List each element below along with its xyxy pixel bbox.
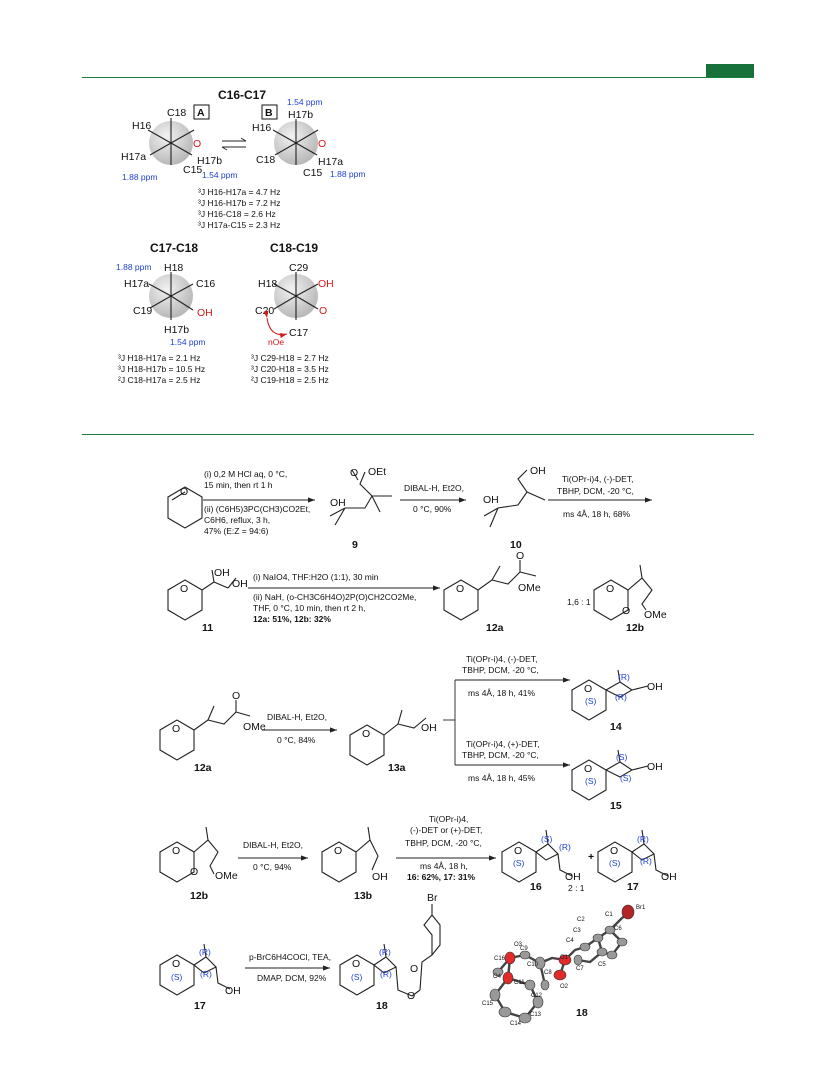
svg-text:(ii) (C6H5)3PC(CH3)CO2Et,: (ii) (C6H5)3PC(CH3)CO2Et, (204, 504, 311, 514)
label-18-xray: 18 (576, 1007, 588, 1019)
svg-text:O: O (350, 467, 359, 479)
svg-text:C11: C11 (514, 980, 525, 986)
label-14: 14 (610, 721, 622, 733)
svg-text:O: O (514, 845, 523, 857)
svg-text:OH: OH (232, 578, 248, 590)
bromine: Br (427, 892, 438, 904)
svg-text:O: O (172, 958, 181, 970)
svg-text:O: O (362, 728, 371, 740)
compound-17-r4 (160, 944, 241, 1012)
coupling: ³J H16-C18 = 2.6 Hz (198, 209, 276, 219)
cond-r1d (253, 572, 416, 624)
svg-text:(S): (S) (351, 972, 363, 982)
svg-text:(R): (R) (199, 947, 211, 957)
equilibrium-arrows (222, 138, 246, 150)
svg-text:C10: C10 (527, 962, 539, 968)
cond-r2-up (462, 654, 539, 698)
compound-13a (350, 710, 437, 774)
svg-text:(R): (R) (380, 969, 392, 979)
couplings-c16c17 (198, 187, 280, 230)
svg-text:O: O (584, 763, 593, 775)
newman-a-bl: H17a (121, 151, 147, 163)
ratio-16-17: 2 : 1 (568, 883, 585, 893)
label-17: 17 (627, 881, 639, 893)
svg-text:(R): (R) (200, 969, 212, 979)
svg-text:DIBAL-H, Et2O,: DIBAL-H, Et2O, (404, 483, 464, 493)
svg-text:(S): (S) (609, 858, 621, 868)
cond-r3a (243, 840, 303, 872)
svg-text:(S): (S) (620, 773, 632, 783)
svg-text:O: O (334, 845, 343, 857)
svg-text:C16: C16 (494, 956, 506, 962)
compound-18 (340, 892, 440, 1012)
svg-text:Ti(OPr-i)4,: Ti(OPr-i)4, (429, 814, 469, 824)
svg-text:(-)-DET or (+)-DET,: (-)-DET or (+)-DET, (410, 825, 483, 835)
c18c19-right: OH (318, 278, 334, 290)
svg-text:(S): (S) (585, 696, 597, 706)
coupling: ³J H16-H17a = 4.7 Hz (198, 187, 281, 197)
svg-text:(R): (R) (640, 856, 652, 866)
cond-r1c (557, 474, 634, 519)
label-12a: 12a (194, 762, 212, 774)
label-13a: 13a (388, 762, 406, 774)
c18c19-bottom: C17 (289, 327, 309, 339)
svg-text:O: O (232, 690, 241, 702)
xray-structure (482, 905, 646, 1027)
c18c19-top: C29 (289, 262, 309, 274)
compound-12a (160, 690, 266, 774)
svg-text:C1: C1 (605, 912, 613, 918)
svg-text:TBHP, DCM, -20 °C,: TBHP, DCM, -20 °C, (462, 750, 539, 760)
svg-text:OMe: OMe (243, 721, 266, 733)
svg-text:Ti(OPr-i)4, (-)-DET,: Ti(OPr-i)4, (-)-DET, (466, 654, 538, 664)
svg-text:O: O (407, 990, 416, 1002)
svg-text:O: O (606, 583, 615, 595)
svg-text:(R): (R) (379, 947, 391, 957)
svg-text:0 °C, 94%: 0 °C, 94% (253, 862, 292, 872)
svg-text:16: 62%, 17: 31%: 16: 62%, 17: 31% (407, 872, 476, 882)
svg-text:O: O (352, 958, 361, 970)
compound-12b (160, 827, 238, 902)
label-11: 11 (202, 622, 214, 634)
svg-text:OMe: OMe (518, 582, 541, 594)
svg-text:O1: O1 (560, 955, 569, 961)
svg-text:(S): (S) (513, 858, 525, 868)
svg-text:(R): (R) (618, 672, 630, 682)
svg-text:ms 4Å, 18 h, 68%: ms 4Å, 18 h, 68% (563, 509, 631, 519)
svg-text:(S): (S) (585, 776, 597, 786)
newman-b-left: H16 (252, 122, 272, 134)
svg-text:OH: OH (565, 871, 581, 883)
newman-a-ppm-bl: 1.88 ppm (122, 172, 158, 182)
svg-text:TBHP, DCM, -20 °C,: TBHP, DCM, -20 °C, (462, 665, 539, 675)
svg-text:Ti(OPr-i)4, (-)-DET,: Ti(OPr-i)4, (-)-DET, (562, 474, 634, 484)
svg-text:(ii) NaH, (o-CH3C6H4O)2P(O)CH2: (ii) NaH, (o-CH3C6H4O)2P(O)CH2CO2Me, (253, 592, 417, 602)
svg-text:O4: O4 (493, 974, 502, 980)
newman-b-bl: C18 (256, 154, 276, 166)
svg-text:47% (E:Z = 94:6): 47% (E:Z = 94:6) (204, 526, 269, 536)
svg-text:OH: OH (330, 497, 346, 509)
cond-r4 (249, 952, 331, 983)
svg-text:O: O (190, 866, 199, 878)
svg-text:C9: C9 (520, 946, 528, 952)
svg-text:OH: OH (647, 681, 663, 693)
compound-12b-r1 (594, 565, 667, 634)
svg-text:15 min, then rt 1 h: 15 min, then rt 1 h (204, 480, 273, 490)
svg-text:ms 4Å, 18 h,: ms 4Å, 18 h, (420, 861, 468, 871)
svg-text:ms 4Å, 18 h, 41%: ms 4Å, 18 h, 41% (468, 688, 536, 698)
svg-text:OH: OH (372, 871, 388, 883)
svg-text:O: O (410, 963, 419, 975)
newman-a-left: H16 (132, 120, 152, 132)
svg-text:C4: C4 (566, 938, 574, 944)
svg-text:C8: C8 (544, 970, 552, 976)
plus-sign: + (588, 851, 595, 863)
svg-text:OH: OH (483, 494, 499, 506)
svg-text:C3: C3 (573, 928, 581, 934)
newman-a-ox: O (193, 138, 202, 150)
c17c18-ppm-bottom: 1.54 ppm (170, 337, 206, 347)
svg-text:(i) 0,2 M HCl aq, 0 °C,: (i) 0,2 M HCl aq, 0 °C, (204, 469, 288, 479)
svg-text:C15: C15 (482, 1001, 494, 1007)
cond-r1a (204, 469, 310, 536)
svg-text:C6H6, reflux, 3 h,: C6H6, reflux, 3 h, (204, 515, 271, 525)
svg-text:O: O (172, 723, 181, 735)
svg-text:O: O (172, 845, 181, 857)
cond-r2a (267, 712, 327, 745)
svg-text:OH: OH (225, 985, 241, 997)
newman-b-top: H17b (288, 109, 314, 121)
label-17: 17 (194, 1000, 206, 1012)
svg-text:C13: C13 (530, 1012, 542, 1018)
svg-text:(i) NaIO4, THF:H2O (1:1), 30 m: (i) NaIO4, THF:H2O (1:1), 30 min (253, 572, 379, 582)
compound-9 (330, 466, 392, 551)
newman-a-bottom: C15 (183, 164, 203, 176)
svg-text:DIBAL-H, Et2O,: DIBAL-H, Et2O, (267, 712, 327, 722)
coupling: ³J C29-H18 = 2.7 Hz (251, 353, 329, 363)
cond-r2-down (462, 739, 540, 783)
compound-14 (572, 670, 663, 733)
label-12b: 12b (626, 622, 645, 634)
svg-text:O: O (584, 683, 593, 695)
svg-text:12a: 51%, 12b: 32%: 12a: 51%, 12b: 32% (253, 614, 331, 624)
couplings-c17c18 (118, 353, 205, 385)
svg-text:OMe: OMe (644, 609, 667, 621)
compound-12a-r1 (444, 550, 541, 634)
svg-text:O: O (180, 486, 189, 498)
svg-text:DIBAL-H, Et2O,: DIBAL-H, Et2O, (243, 840, 303, 850)
svg-text:OMe: OMe (215, 870, 238, 882)
coupling: ³J H17a-C15 = 2.3 Hz (198, 220, 281, 230)
coupling: ²J C19-H18 = 2.5 Hz (251, 375, 329, 385)
svg-text:C12: C12 (531, 993, 543, 999)
svg-text:C5: C5 (598, 962, 606, 968)
label-13b: 13b (354, 890, 373, 902)
svg-text:O: O (456, 583, 465, 595)
c17c18-right: C16 (196, 278, 216, 290)
newman-b-ppm-top: 1.54 ppm (287, 97, 323, 107)
svg-text:(S): (S) (171, 972, 183, 982)
title-c16c17: C16-C17 (218, 88, 267, 102)
svg-text:p-BrC6H4COCl, TEA,: p-BrC6H4COCl, TEA, (249, 952, 332, 962)
c17c18-br: OH (197, 307, 213, 319)
coupling: ³J H18-H17b = 10.5 Hz (118, 364, 206, 374)
svg-text:C2: C2 (577, 917, 585, 923)
coupling: ³J H18-H17a = 2.1 Hz (118, 353, 201, 363)
newman-b-br: H17a (318, 156, 344, 168)
svg-text:OH: OH (647, 761, 663, 773)
svg-text:OH: OH (661, 871, 677, 883)
svg-text:TBHP, DCM, -20 °C,: TBHP, DCM, -20 °C, (557, 486, 634, 496)
svg-text:Br1: Br1 (636, 905, 646, 911)
newman-a-top: C18 (167, 107, 187, 119)
svg-text:OH: OH (421, 722, 437, 734)
svg-text:O: O (180, 583, 189, 595)
newman-a (121, 105, 237, 182)
newman-c18c19 (255, 262, 334, 347)
c17c18-left: H17a (124, 278, 150, 290)
c18c19-br: O (319, 305, 328, 317)
svg-text:O: O (610, 845, 619, 857)
svg-text:(R): (R) (559, 842, 571, 852)
c17c18-bottom: H17b (164, 324, 190, 336)
coupling: ²J C18-H17a = 2.5 Hz (118, 375, 201, 385)
c17c18-bl: C19 (133, 305, 153, 317)
c18c19-bl: C20 (255, 305, 275, 317)
newman-b-bottom: C15 (303, 167, 323, 179)
svg-text:O: O (516, 550, 525, 562)
svg-text:(S): (S) (616, 752, 628, 762)
svg-text:C14: C14 (510, 1021, 522, 1027)
svg-text:O3: O3 (514, 942, 523, 948)
label-12b: 12b (190, 890, 209, 902)
svg-text:C7: C7 (576, 966, 584, 972)
svg-text:ms 4Å, 18 h, 45%: ms 4Å, 18 h, 45% (468, 773, 536, 783)
label-15: 15 (610, 800, 622, 812)
compound-10 (483, 465, 546, 551)
svg-text:OH: OH (530, 465, 546, 477)
label-16: 16 (530, 881, 542, 893)
compound-17 (598, 830, 677, 893)
c17c18-ppm-top: 1.88 ppm (116, 262, 152, 272)
label-9: 9 (352, 539, 358, 551)
svg-text:(R): (R) (637, 834, 649, 844)
couplings-c18c19 (251, 353, 329, 385)
newman-b (252, 97, 365, 179)
svg-text:C6: C6 (614, 926, 622, 932)
label-12a: 12a (486, 622, 504, 634)
compound-13b (322, 827, 388, 902)
coupling: ³J H16-H17b = 7.2 Hz (198, 198, 281, 208)
c18c19-noe: nOe (268, 337, 285, 347)
label-10: 10 (510, 539, 522, 551)
newman-b-ppm-br: 1.88 ppm (330, 169, 366, 179)
newman-b-box: B (265, 107, 273, 119)
svg-text:O2: O2 (560, 984, 569, 990)
cond-r1b (404, 483, 464, 514)
svg-text:O: O (622, 605, 631, 617)
compound-11 (168, 567, 248, 634)
coupling: ³J C20-H18 = 3.5 Hz (251, 364, 329, 374)
dihydropyran (168, 486, 202, 528)
c18c19-left: H18 (258, 278, 278, 290)
svg-text:Ti(OPr-i)4, (+)-DET,: Ti(OPr-i)4, (+)-DET, (466, 739, 540, 749)
svg-text:(R): (R) (615, 692, 627, 702)
newman-b-ox: O (318, 138, 327, 150)
newman-a-box: A (197, 107, 205, 119)
svg-text:0 °C, 84%: 0 °C, 84% (277, 735, 316, 745)
newman-a-ppm-br: 1.54 ppm (202, 170, 238, 180)
newman-a-br: H17b (197, 155, 223, 167)
svg-text:THF, 0 °C, 10 min, then rt 2 h: THF, 0 °C, 10 min, then rt 2 h, (253, 603, 366, 613)
c17c18-top: H18 (164, 262, 184, 274)
compound-15 (572, 750, 663, 812)
label-18: 18 (376, 1000, 388, 1012)
svg-text:0 °C, 90%: 0 °C, 90% (413, 504, 452, 514)
svg-text:DMAP, DCM, 92%: DMAP, DCM, 92% (257, 973, 327, 983)
svg-text:OH: OH (214, 567, 230, 579)
svg-text:(S): (S) (541, 834, 553, 844)
svg-text:TBHP, DCM, -20 °C,: TBHP, DCM, -20 °C, (405, 838, 482, 848)
title-c17c18: C17-C18 (150, 241, 199, 255)
cond-r3b (405, 814, 482, 882)
title-c18c19: C18-C19 (270, 241, 319, 255)
ratio-12a-12b: 1,6 : 1 (567, 597, 591, 607)
newman-c17c18 (116, 262, 215, 347)
svg-text:OEt: OEt (368, 466, 387, 478)
